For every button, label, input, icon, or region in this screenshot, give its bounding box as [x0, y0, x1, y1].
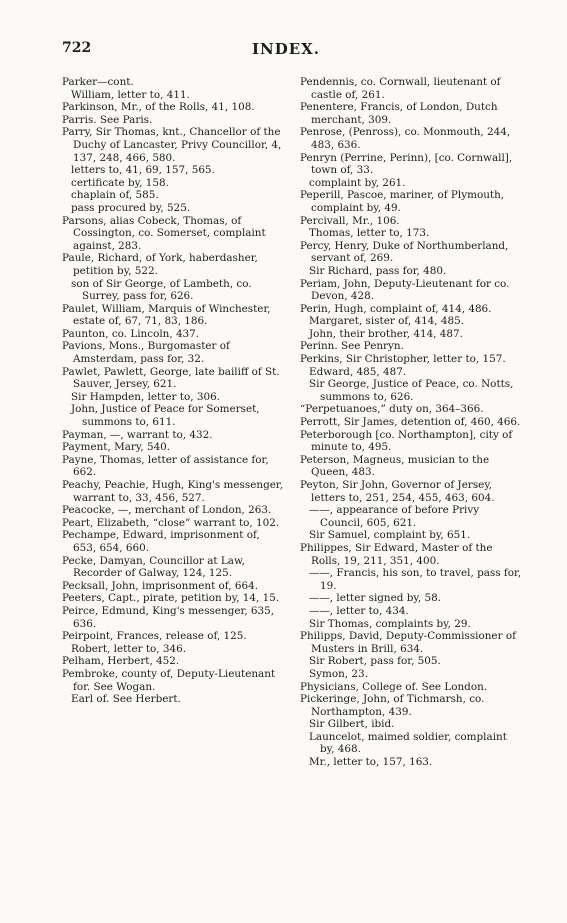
index-entry: Parsons, alias Cobeck, Thomas, of Cossington, co. Somerset, complaint against, 283.: [62, 214, 266, 252]
index-entry: Parker—cont.: [62, 76, 134, 88]
index-entry: Perkins, Sir Christopher, letter to, 157.: [300, 353, 506, 366]
index-subentry: Sir Samuel, complaint by, 651.: [309, 529, 471, 542]
index-entry: Pecke, Damyan, Councillor at Law, Recorder of Galway, 124, 125.: [62, 554, 245, 580]
index-entry: Peeters, Capt., pirate, petition by, 14, 15.: [62, 592, 280, 605]
index-entry: Peyton, Sir John, Governor of Jersey, letters to, 251, 254, 455, 463, 604.: [300, 479, 495, 504]
index-entry: Parkinson, Mr., of the Rolls, 41, 108.: [62, 101, 255, 114]
index-entry: “Perpetuanoes,” duty on, 364–366.: [300, 403, 484, 416]
index-subentry: Earl of. See Herbert.: [71, 693, 181, 706]
index-entry: Peterborough [co. Northampton], city of minute to, 495.: [300, 428, 513, 454]
page-header: [62, 40, 510, 64]
index-entry: Payman, —, warrant to, 432.: [62, 428, 213, 441]
index-entry: Peart, Elizabeth, “close” warrant to, 102.: [62, 516, 280, 529]
index-entry: Periam, John, Deputy-Lieutenant for co. Devon, 428.: [300, 277, 510, 303]
index-entry: Pelham, Herbert, 452.: [62, 655, 180, 668]
index-entry: Perin, Hugh, complaint of, 414, 486.: [300, 302, 492, 315]
index-entry: Peirpoint, Frances, release of, 125.: [62, 630, 247, 643]
index-subentry: Sir Hampden, letter to, 306.: [71, 390, 220, 403]
index-subentry: son of Sir George, of Lambeth, co. Surrey, pass for, 626.: [71, 277, 252, 303]
index-subentry: Sir Robert, pass for, 505.: [309, 655, 441, 668]
index-subentry: Edward, 485, 487.: [309, 365, 407, 378]
index-entry: Philipps, David, Deputy-Commissioner of Musters in Brill, 634.: [300, 630, 516, 655]
index-entry: Pecksall, John, imprisonment of, 664.: [62, 579, 259, 592]
index-subentry: Margaret, sister of, 414, 485.: [309, 315, 465, 328]
index-subentry: William, letter to, 411.: [71, 88, 190, 101]
index-entry: Pembroke, county of, Deputy-Lieutenant for. See Wogan.: [62, 667, 276, 693]
index-entry: Paulet, William, Marquis of Winchester, estate of, 67, 71, 83, 186.: [62, 302, 271, 328]
index-subentry: Robert, letter to, 346.: [71, 642, 187, 655]
index-subentry: Sir Thomas, complaints by, 29.: [309, 617, 471, 630]
index-entry: Penryn (Perrine, Perinn), [co. Cornwall], town of, 33.: [300, 151, 513, 177]
index-entry: Peachy, Peachie, Hugh, King's messenger, warrant to, 33, 456, 527.: [62, 479, 283, 504]
index-subentry: Symon, 23.: [309, 667, 368, 680]
index-column-right: [300, 76, 522, 769]
index-entry: Pawlet, Pawlett, George, late bailiff of St. Sauver, Jersey, 621.: [62, 365, 280, 391]
index-entry: Pendennis, co. Cornwall, lieutenant of castle of, 261.: [300, 76, 501, 101]
index-subentry: Sir Richard, pass for, 480.: [309, 264, 447, 277]
index-entry: Pechampe, Edward, imprisonment of, 653, 654, 660.: [62, 529, 260, 554]
index-subentry: John, their brother, 414, 487.: [309, 327, 463, 340]
index-entry: Payne, Thomas, letter of assistance for, 662.: [62, 453, 269, 479]
index-subentry: ——, Francis, his son, to travel, pass for, 19.: [309, 567, 522, 592]
index-entry: Paule, Richard, of York, haberdasher, petition by, 522.: [62, 252, 258, 277]
index-entry: Parris. See Paris.: [62, 113, 153, 126]
index-entry: Perinn. See Penryn.: [300, 340, 404, 353]
index-subentry: ——, letter signed by, 58.: [309, 592, 442, 605]
index-subentry: complaint by, 261.: [309, 176, 406, 189]
index-subentry: letters to, 41, 69, 157, 565.: [71, 164, 215, 177]
index-entry: Peperill, Pascoe, mariner, of Plymouth, complaint by, 49.: [300, 189, 505, 214]
index-subentry: ——, appearance of before Privy Council, 605, 621.: [309, 504, 480, 529]
page-title: INDEX.: [251, 40, 321, 58]
index-entry: Paunton, co. Lincoln, 437.: [62, 327, 200, 340]
index-entry: Parry, Sir Thomas, knt., Chancellor of the Duchy of Lancaster, Privy Councillor, 4, 137, 248, 466, 580.: [62, 126, 282, 164]
index-entry: Pickeringe, John, of Tichmarsh, co. Northampton, 439.: [300, 693, 485, 718]
index-entry: Penrose, (Penross), co. Monmouth, 244, 483, 636.: [300, 126, 511, 151]
index-subentry: certificate by, 158.: [71, 176, 169, 189]
index-subentry: Sir George, Justice of Peace, co. Notts, summons to, 626.: [309, 378, 514, 403]
index-entry: Percy, Henry, Duke of Northumberland, servant of, 269.: [300, 239, 509, 265]
index-entry: Philippes, Sir Edward, Master of the Rolls, 19, 211, 351, 400.: [300, 541, 493, 567]
index-subentry: ——, letter to, 434.: [309, 604, 409, 617]
index-entry: Peirce, Edmund, King's messenger, 635, 636.: [62, 604, 275, 630]
index-subentry: Sir Gilbert, ibid.: [309, 718, 395, 731]
index-entry: Physicians, College of. See London.: [300, 680, 488, 693]
index-column-left: [62, 76, 284, 706]
index-entry: Perrott, Sir James, detention of, 460, 466.: [300, 416, 521, 429]
index-subentry: chaplain of, 585.: [71, 189, 159, 202]
index-entry: Peterson, Magneus, musician to the Queen, 483.: [300, 453, 490, 479]
index-entry: Payment, Mary, 540.: [62, 441, 171, 454]
page-number: 722: [62, 40, 92, 56]
index-subentry: Mr., letter to, 157, 163.: [309, 756, 433, 769]
index-entry: Pavions, Mons., Burgomaster of Amsterdam, pass for, 32.: [62, 340, 230, 366]
index-subentry: pass procured by, 525.: [71, 201, 191, 214]
index-subentry: Launcelot, maimed soldier, complaint by, 468.: [309, 730, 507, 756]
index-subentry: John, Justice of Peace for Somerset, summons to, 611.: [71, 403, 260, 429]
index-subentry: Thomas, letter to, 173.: [309, 227, 430, 240]
index-entry: Penentere, Francis, of London, Dutch merchant, 309.: [300, 101, 498, 126]
index-entry: Peacocke, —, merchant of London, 263.: [62, 504, 272, 517]
index-entry: Percivall, Mr., 106.: [300, 214, 400, 227]
